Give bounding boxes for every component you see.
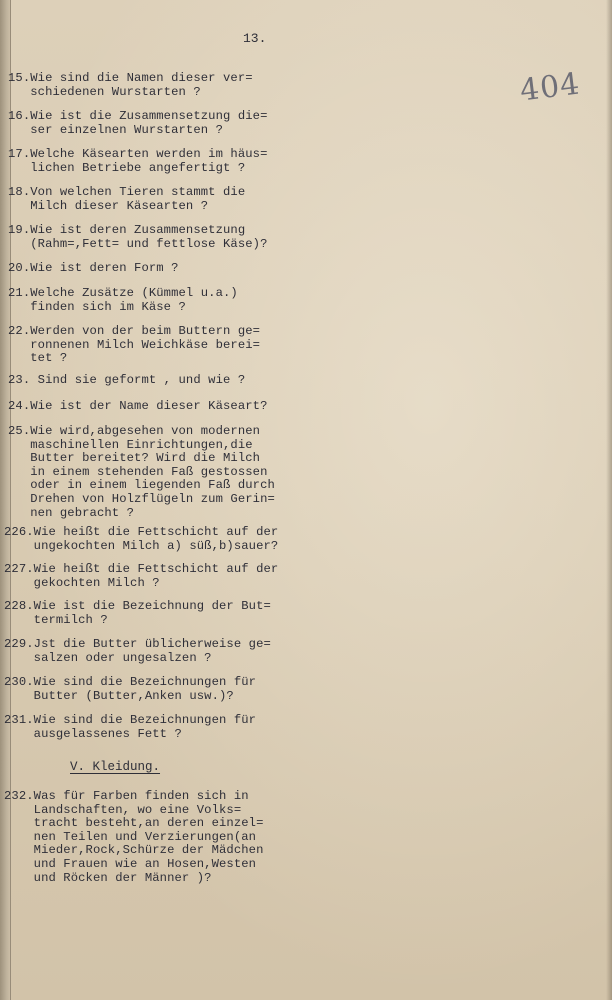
question-20: 20.Wie ist deren Form ? bbox=[8, 261, 179, 275]
section-heading: V. Kleidung. bbox=[70, 760, 161, 774]
question-21: 21.Welche Zusätze (Kümmel u.a.) finden sich im Käse ? bbox=[8, 286, 238, 314]
question-226: 226.Wie heißt die Fettschicht auf der ungekochten Milch a) süß,b)sauer? bbox=[4, 525, 279, 553]
question-228: 228.Wie ist die Bezeichnung der But= termilch ? bbox=[4, 599, 271, 627]
question-229: 229.Jst die Butter üblicherweise ge= salzen oder ungesalzen ? bbox=[4, 637, 271, 665]
question-231: 231.Wie sind die Bezeichnungen für ausgelassenes Fett ? bbox=[4, 713, 257, 741]
page-number: 13. bbox=[243, 31, 267, 46]
question-23: 23. Sind sie geformt , und wie ? bbox=[8, 373, 246, 387]
question-15: 15.Wie sind die Namen dieser ver= schiedenen Wurstarten ? bbox=[8, 71, 253, 99]
question-22: 22.Werden von der beim Buttern ge= ronnenen Milch Weichkäse berei= tet ? bbox=[8, 324, 261, 366]
page-edge-shadow bbox=[606, 0, 612, 1000]
question-19: 19.Wie ist deren Zusammensetzung (Rahm=,Fett= und fettlose Käse)? bbox=[8, 223, 268, 251]
question-18: 18.Von welchen Tieren stammt die Milch dieser Käsearten ? bbox=[8, 185, 246, 213]
question-16: 16.Wie ist die Zusammensetzung die= ser einzelnen Wurstarten ? bbox=[8, 109, 268, 137]
question-230: 230.Wie sind die Bezeichnungen für Butter (Butter,Anken usw.)? bbox=[4, 675, 257, 703]
question-227: 227.Wie heißt die Fettschicht auf der gekochten Milch ? bbox=[4, 562, 279, 590]
handwritten-folio-number: 404 bbox=[518, 66, 583, 109]
question-24: 24.Wie ist der Name dieser Käseart? bbox=[8, 399, 268, 413]
question-17: 17.Welche Käsearten werden im häus= lichen Betriebe angefertigt ? bbox=[8, 147, 268, 175]
question-232: 232.Was für Farben finden sich in Landschaften, wo eine Volks= tracht besteht,an deren einzel= nen Teilen und Verzierungen(an Mieder,Rock,Schürze der Mädchen und Frauen wie an Hosen,Westen und Röcken der Männer )? bbox=[4, 789, 264, 885]
question-25: 25.Wie wird,abgesehen von modernen maschinellen Einrichtungen,die Butter bereitet? Wird die Milch in einem stehenden Faß gestossen oder in einem liegenden Faß durch Drehen von Holzflügeln zum Gerin= nen gebracht ? bbox=[8, 424, 275, 520]
